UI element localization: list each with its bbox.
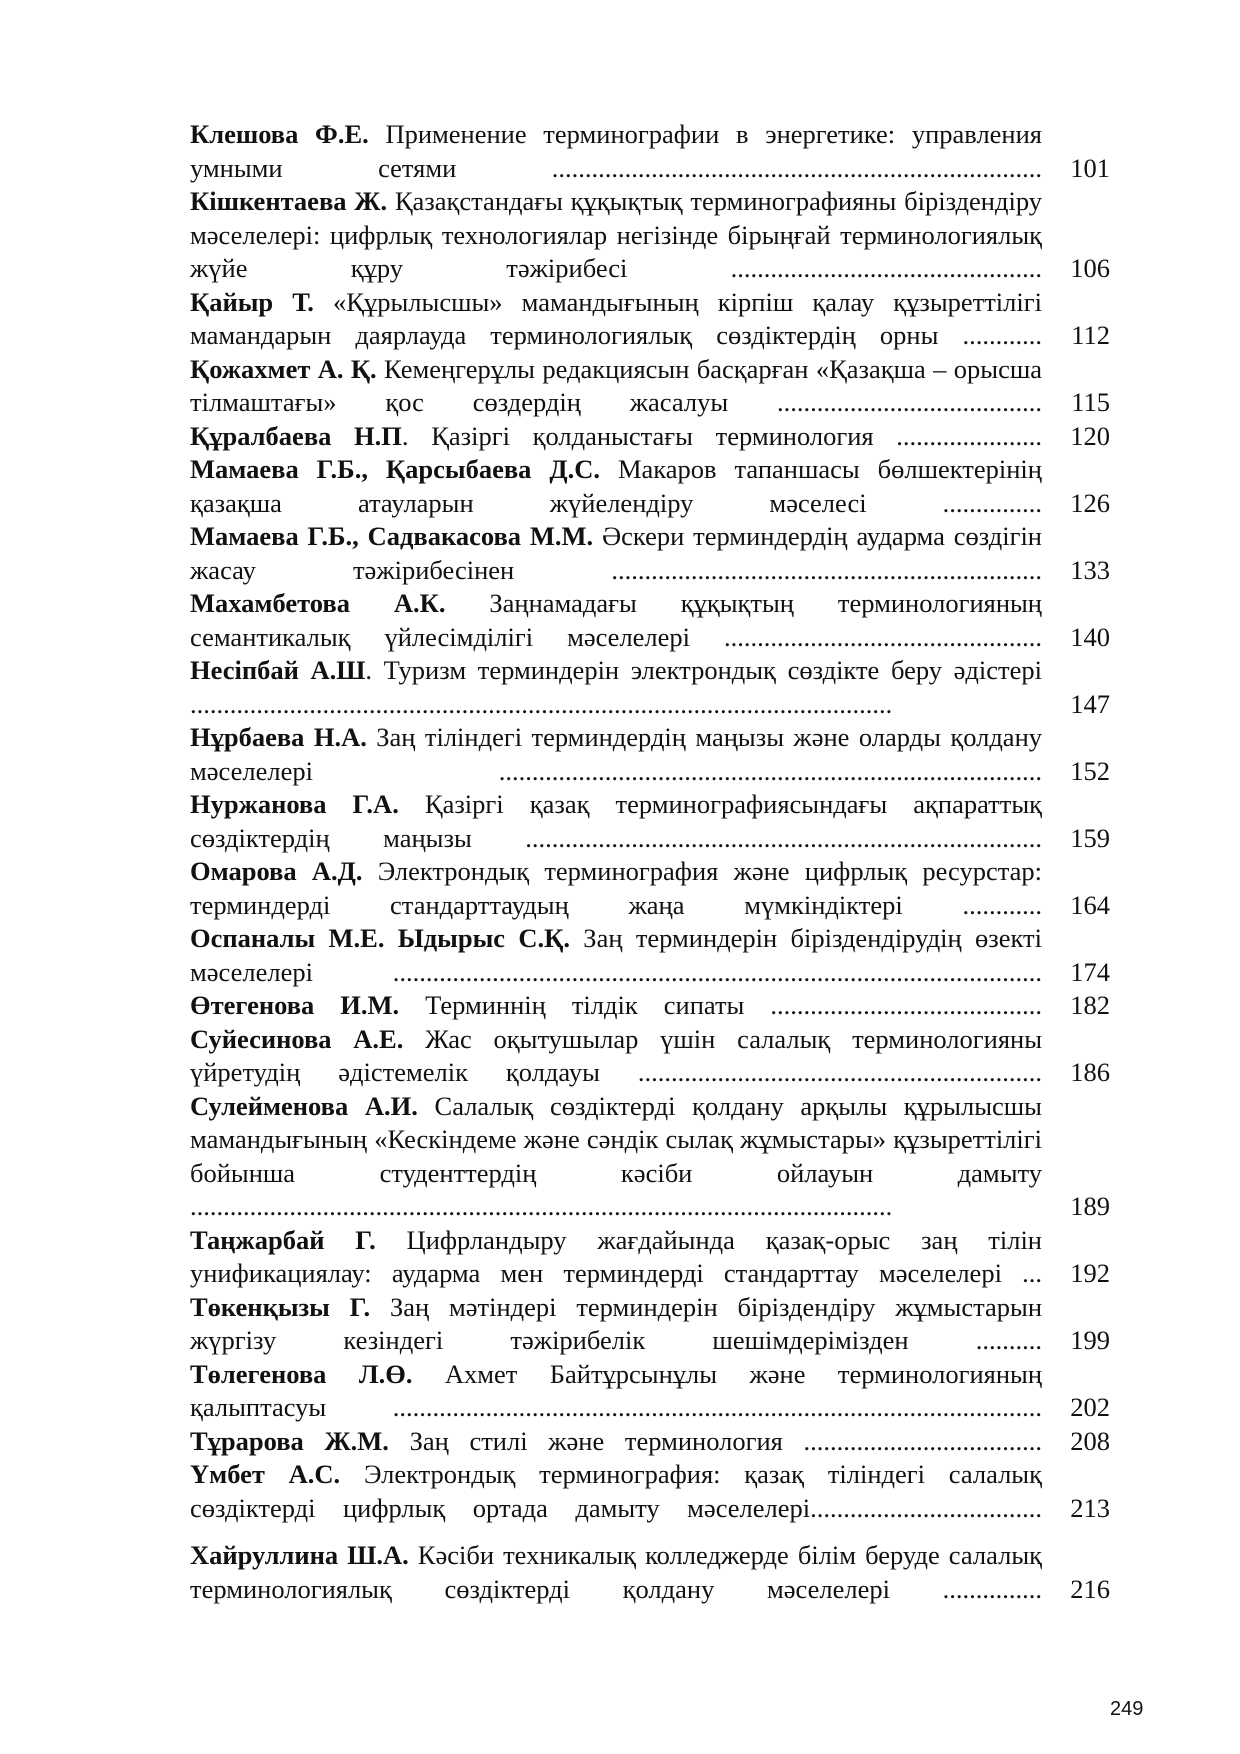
- toc-entry-text: [190, 1023, 1042, 1090]
- toc-title: Электрондық терминография және цифрлық ресурстар: терминдерді стандарттаудың жаңа мүмкіндіктері ............: [190, 856, 1042, 920]
- toc-author: Клешова Ф.Е.: [190, 119, 369, 149]
- toc-entry-text: [190, 654, 1042, 721]
- toc-title: Кемеңгерұлы редакциясын басқарған «Қазақша – орысша тілмаштағы» қос сөздердің жасалуы ........................................: [190, 353, 1043, 417]
- toc-entry-text: [190, 520, 1042, 587]
- toc-author: Нуржанова Г.А.: [190, 789, 399, 819]
- toc-author: Тұрарова Ж.М.: [190, 1425, 389, 1456]
- toc-title: Әскери терминдердің аударма сөздігін жасау тәжірибесінен .................................................................: [190, 521, 1042, 585]
- toc-entry-text: [190, 286, 1042, 353]
- toc-title: Жас оқытушылар үшін салалық терминологияны үйретудің әдістемелік қолдауы .............................................................: [190, 1023, 1042, 1087]
- toc-page: 106: [1070, 253, 1110, 283]
- toc-title: Заң стилі және терминология ....................................: [388, 1425, 1042, 1456]
- toc-page: 126: [1070, 487, 1110, 518]
- toc-title: Заң мәтіндері терминдерін біріздендіру жұмыстарын жүргізу кезіндегі тәжірибелік шешімдерімізден ..........: [190, 1291, 1042, 1355]
- toc-entry-text: [190, 1224, 1042, 1291]
- toc-page: 147: [1070, 688, 1110, 719]
- toc-entry[interactable]: [190, 1539, 1110, 1606]
- toc-page: 174: [1070, 956, 1110, 987]
- toc-title: Кәсіби техникалық колледжерде білім беруде салалық терминологиялық сөздіктерді қолдану мәселелері ...............: [190, 1540, 1042, 1604]
- toc-page: 164: [1070, 889, 1110, 920]
- toc-page: 140: [1070, 621, 1110, 652]
- toc-entry[interactable]: [190, 353, 1110, 420]
- toc-page: 192: [1070, 1258, 1110, 1288]
- toc-entry[interactable]: [190, 654, 1110, 721]
- toc-entry-text: [190, 118, 1042, 185]
- toc-entry[interactable]: [190, 721, 1110, 788]
- toc-title: Заң терминдерін біріздендірудің өзекті мәселелері ..................................................................................................: [190, 923, 1042, 987]
- toc-entry[interactable]: [190, 922, 1110, 989]
- toc-entry[interactable]: [190, 1023, 1110, 1090]
- toc-author: Қайыр Т.: [190, 286, 314, 317]
- toc-author: Мамаева Г.Б., Қарсыбаева Д.С.: [190, 454, 600, 484]
- toc-author: Оспаналы М.Е. Ыдырыс С.Қ.: [190, 923, 570, 953]
- toc-entry[interactable]: [190, 1425, 1110, 1459]
- toc-author: Төлегенова Л.Ө.: [190, 1358, 413, 1389]
- toc-entry[interactable]: [190, 185, 1110, 286]
- toc-page: 133: [1070, 554, 1110, 585]
- toc-entry[interactable]: [190, 1224, 1110, 1291]
- toc-entry[interactable]: [190, 989, 1110, 1023]
- table-of-contents: [190, 118, 1110, 1606]
- toc-author: Төкенқызы Г.: [190, 1291, 371, 1322]
- toc-author: Махамбетова А.К.: [190, 588, 446, 618]
- toc-title: Применение терминографии в энергетике: управления умными сетями ..........................................................................: [190, 119, 1042, 183]
- toc-entry-text: [190, 922, 1042, 989]
- toc-author: Таңжарбай Г.: [190, 1224, 376, 1255]
- toc-title: Терминнің тілдік сипаты .........................................: [399, 990, 1042, 1020]
- toc-entry-text: [190, 453, 1042, 520]
- toc-title: Заңнамадағы құқықтың терминологияның семантикалық үйлесімділігі мәселелері ................................................: [190, 588, 1042, 652]
- toc-entry[interactable]: [190, 520, 1110, 587]
- toc-author: Үмбет А.С.: [190, 1459, 341, 1489]
- toc-page: 202: [1070, 1392, 1110, 1422]
- toc-title: Салалық сөздіктерді қолдану арқылы құрылысшы мамандығының «Кескіндеме және сәндік сылақ жұмыстары» құзыреттілігі бойынша студенттердің кәсіби ойлауын дамыту ..........................................................................................................: [190, 1090, 1042, 1221]
- toc-entry-text: [190, 1090, 1042, 1224]
- toc-entry[interactable]: [190, 1291, 1110, 1358]
- toc-page: 182: [1070, 990, 1110, 1020]
- toc-entry-text: [190, 353, 1042, 420]
- toc-page: 152: [1070, 755, 1110, 786]
- toc-title: Макаров тапаншасы бөлшектерінің қазақша атауларын жүйелендіру мәселесі ...............: [190, 454, 1042, 518]
- toc-title: Электрондық терминография: қазақ тіліндегі салалық сөздіктерді цифрлық ортада дамыту мәселелері...................................: [190, 1459, 1042, 1523]
- toc-entry-text: [190, 788, 1042, 855]
- toc-title: Заң тіліндегі терминдердің маңызы және оларды қолдану мәселелері ..................................................................................: [190, 722, 1042, 786]
- toc-entry[interactable]: [190, 855, 1110, 922]
- toc-entry-text: [190, 1425, 1042, 1459]
- toc-title: . Туризм терминдерін электрондық сөздікте беру әдістері ..........................................................................................................: [190, 655, 1042, 719]
- toc-author: Құралбаева Н.П: [190, 420, 402, 451]
- page-number: 249: [1110, 1698, 1144, 1720]
- toc-entry[interactable]: [190, 1358, 1110, 1425]
- toc-author: Өтегенова И.М.: [190, 990, 400, 1020]
- toc-author: Қожахмет А. Қ.: [190, 353, 377, 384]
- toc-entry[interactable]: [190, 788, 1110, 855]
- toc-entry[interactable]: [190, 453, 1110, 520]
- toc-page: 189: [1070, 1191, 1110, 1221]
- toc-entry[interactable]: [190, 1090, 1110, 1224]
- toc-entry[interactable]: [190, 286, 1110, 353]
- toc-title: Ахмет Байтұрсынұлы және терминологияның қалыптасуы ..................................................................................................: [190, 1358, 1043, 1422]
- toc-entry-text: [190, 587, 1042, 654]
- toc-entry-text: [190, 185, 1042, 286]
- toc-page: 199: [1070, 1325, 1110, 1355]
- toc-author: Кішкентаева Ж.: [190, 186, 388, 216]
- toc-entry-text: [190, 721, 1042, 788]
- toc-entry-text: [190, 1458, 1042, 1525]
- toc-title: «Құрылысшы» мамандығының кірпіш қалау құзыреттілігі мамандарын даярлауда терминологиялық сөздіктердің орны ............: [190, 286, 1042, 350]
- toc-author: Нұрбаева Н.А.: [190, 722, 367, 752]
- toc-page: 216: [1070, 1573, 1110, 1604]
- toc-page: 186: [1070, 1057, 1110, 1087]
- toc-page: 159: [1070, 822, 1110, 853]
- toc-page: 120: [1070, 420, 1110, 451]
- toc-title: Қазақстандағы құқықтық терминографияны біріздендіру мәселелері: цифрлық технологиялар негізінде бірыңғай терминологиялық жүйе құру тәжірибесі ...............................................: [190, 186, 1042, 283]
- toc-entry[interactable]: [190, 118, 1110, 185]
- toc-page: 115: [1071, 387, 1110, 417]
- toc-entry-text: [190, 420, 1042, 454]
- toc-author: Хайруллина Ш.А.: [190, 1540, 409, 1570]
- toc-title: Қазіргі қазақ терминографиясындағы ақпараттық сөздіктердің маңызы ..............................................................................: [190, 789, 1043, 853]
- toc-page: 101: [1070, 152, 1110, 183]
- toc-title: . Қазіргі қолданыстағы терминология ......................: [401, 420, 1042, 451]
- toc-entry-text: [190, 1358, 1042, 1425]
- toc-entry[interactable]: [190, 420, 1110, 454]
- toc-entry-text: [190, 1539, 1042, 1606]
- toc-author: Сулейменова А.И.: [190, 1090, 418, 1121]
- toc-entry-text: [190, 855, 1042, 922]
- toc-page: 112: [1071, 320, 1110, 350]
- toc-entry-text: [190, 989, 1042, 1023]
- toc-entry[interactable]: [190, 1458, 1110, 1525]
- toc-author: Суйесинова А.Е.: [190, 1023, 404, 1054]
- toc-title: Цифрландыру жағдайында қазақ-орыс заң тілін унификациялау: аударма мен терминдерді стандарттау мәселелері ...: [190, 1224, 1042, 1288]
- toc-author: Несіпбай А.Ш: [190, 655, 366, 685]
- toc-author: Мамаева Г.Б., Садвакасова М.М.: [190, 521, 594, 551]
- toc-page: 208: [1070, 1425, 1110, 1456]
- toc-page: 213: [1070, 1492, 1110, 1523]
- toc-entry[interactable]: [190, 587, 1110, 654]
- toc-author: Омарова А.Д.: [190, 856, 363, 886]
- toc-entry-text: [190, 1291, 1042, 1358]
